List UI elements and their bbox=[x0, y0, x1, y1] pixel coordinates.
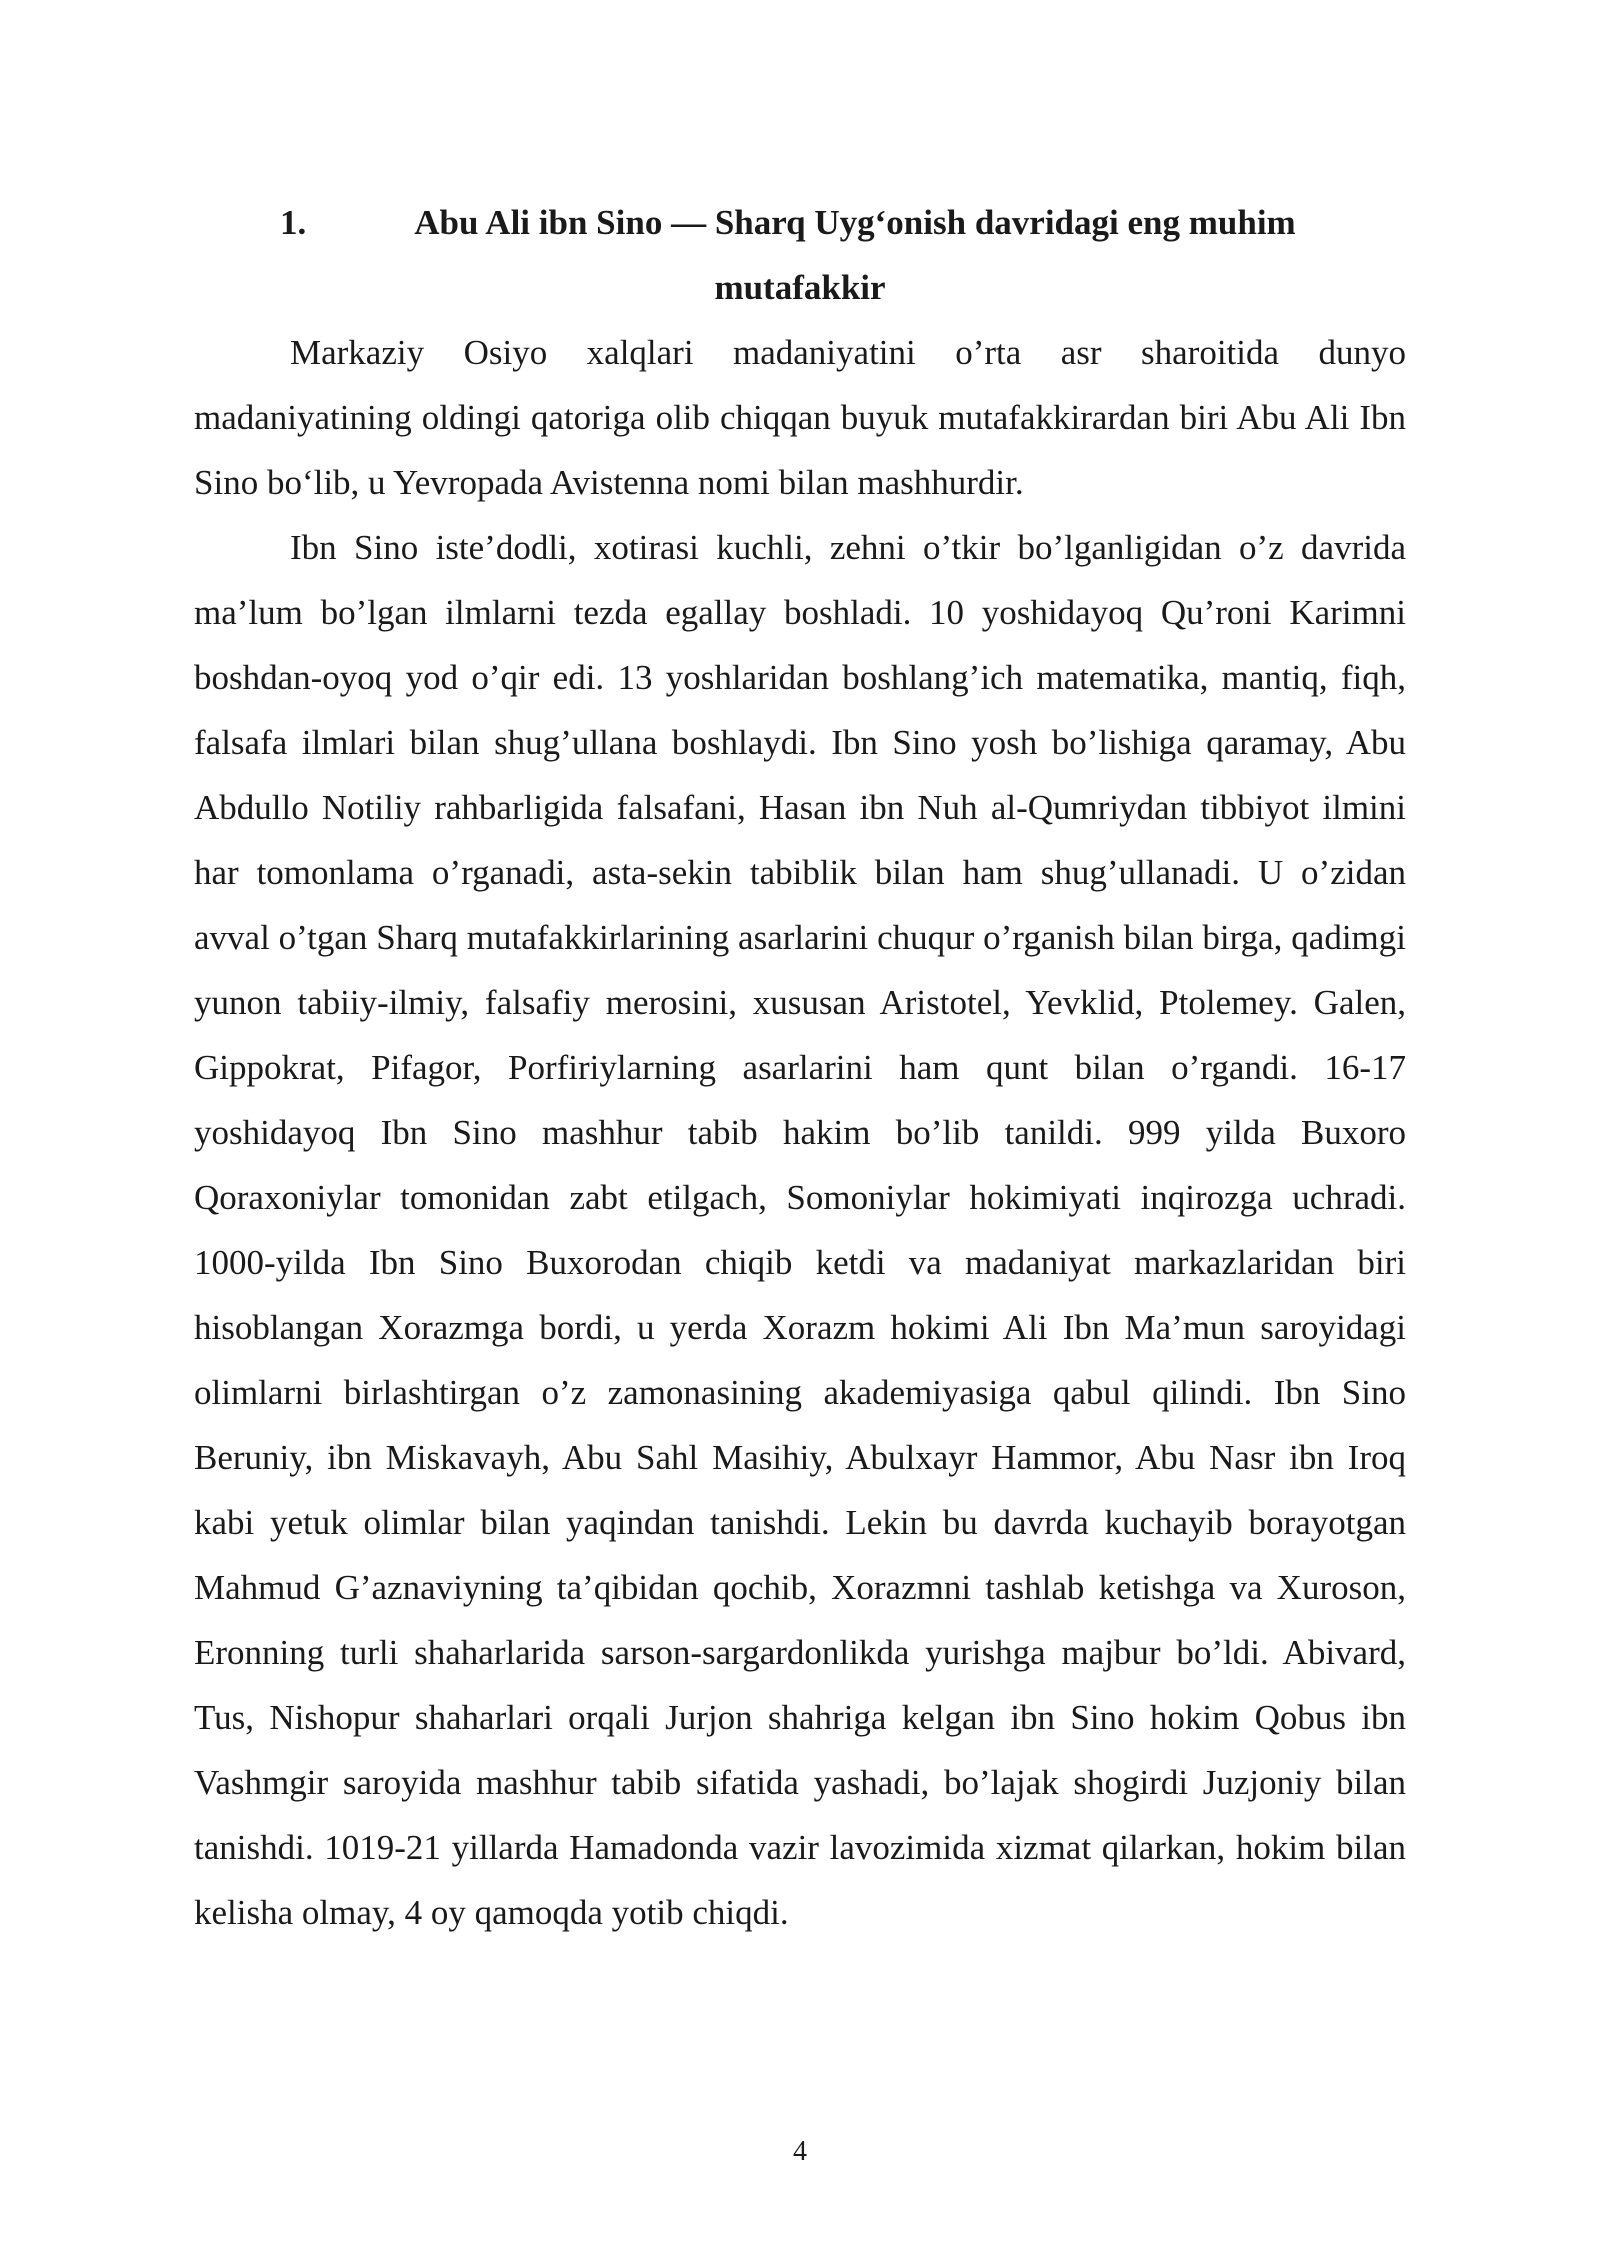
page-number: 4 bbox=[793, 2136, 807, 2167]
page-content bbox=[194, 190, 1406, 1945]
section-number: 1. bbox=[280, 203, 307, 242]
section-heading bbox=[194, 190, 1406, 320]
section-title-line-1: Abu Ali ibn Sino — Sharq Uyg‘onish davridagi eng muhim bbox=[414, 203, 1296, 242]
body-paragraph-2: Ibn Sino iste’dodli, xotirasi kuchli, zehni o’tkir bo’lganligidan o’z davrida ma’lum bo’lgan ilmlarni tezda egallay boshladi. 10 yoshidayoq Qu’roni Karimni boshdan-oyoq yod o’qir edi. 13 yoshlaridan boshlang’ich matematika, mantiq, fiqh, falsafa ilmlari bilan shug’ullana boshlaydi. Ibn Sino yosh bo’lishiga qaramay, Abu Abdullo Notiliy rahbarligida falsafani, Hasan ibn Nuh al-Qumriydan tibbiyot ilmini har tomonlama o’rganadi, asta-sekin tabiblik bilan ham shug’ullanadi. U o’zidan avval o’tgan Sharq mutafakkirlarining asarlarini chuqur o’rganish bilan birga, qadimgi yunon tabiiy-ilmiy, falsafiy merosini, xususan Aristotel, Yevklid, Ptolemey. Galen, Gippokrat, Pifagor, Porfiriylarning asarlarini ham qunt bilan o’rgandi. 16-17 yoshidayoq Ibn Sino mashhur tabib hakim bo’lib tanildi. 999 yilda Buxoro Qoraxoniylar tomonidan zabt etilgach, Somoniylar hokimiyati inqirozga uchradi. 1000-yilda Ibn Sino Buxorodan chiqib ketdi va madaniyat markazlaridan biri hisoblangan Xorazmga bordi, u yerda Xorazm hokimi Ali Ibn Ma’mun saroyidagi olimlarni birlashtirgan o’z zamonasining akademiyasiga qabul qilindi. Ibn Sino Beruniy, ibn Miskavayh, Abu Sahl Masihiy, Abulxayr Hammor, Abu Nasr ibn Iroq kabi yetuk olimlar bilan yaqindan tanishdi. Lekin bu davrda kuchayib borayotgan Mahmud G’aznaviyning ta’qibidan qochib, Xorazmni tashlab ketishga va Xuroson, Eronning turli shaharlarida sarson-sargardonlikda yurishga majbur bo’ldi. Abivard, Tus, Nishopur shaharlari orqali Jurjon shahriga kelgan ibn Sino hokim Qobus ibn Vashmgir saroyida mashhur tabib sifatida yashadi, bo’lajak shogirdi Juzjoniy bilan tanishdi. 1019-21 yillarda Hamadonda vazir lavozimida xizmat qilarkan, hokim bilan kelisha olmay, 4 oy qamoqda yotib chiqdi. bbox=[194, 528, 1406, 1932]
body-paragraph-1: Markaziy Osiyo xalqlari madaniyatini o’rta asr sharoitida dunyo madaniyatining oldingi qatoriga olib chiqqan buyuk mutafakkirardan biri Abu Ali Ibn Sino bo‘lib, u Yevropada Avistenna nomi bilan mashhurdir. bbox=[194, 333, 1406, 502]
section-title-line-2: mutafakkir bbox=[714, 268, 886, 307]
